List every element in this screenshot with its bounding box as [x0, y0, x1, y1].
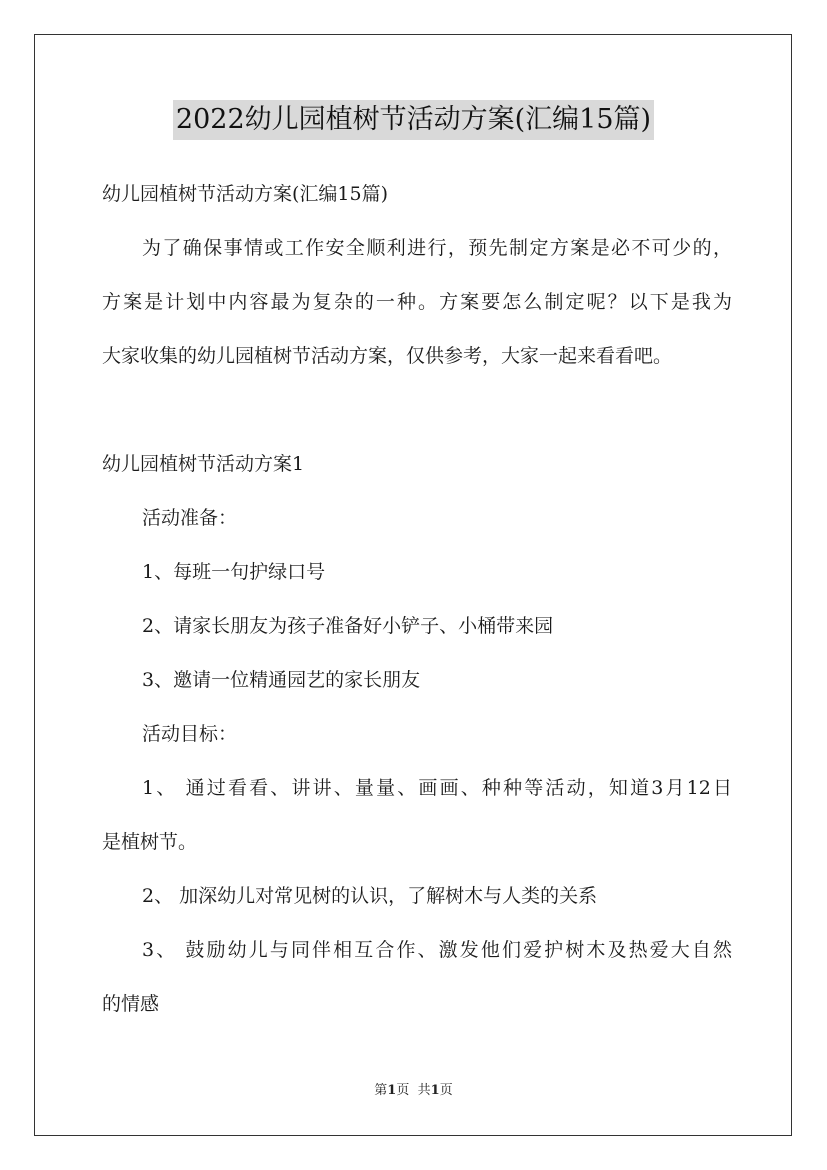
intro-line-3: 大家收集的幼儿园植树节活动方案，仅供参考，大家一起来看看吧。: [102, 345, 673, 367]
document-subtitle: 幼儿园植树节活动方案(汇编15篇): [102, 183, 389, 205]
intro-line-2: 方案是计划中内容最为复杂的一种。方案要怎么制定呢？以下是我为: [102, 291, 732, 313]
goals-heading: 活动目标：: [142, 723, 238, 745]
prep-item-1: 1、每班一句护绿口号: [142, 561, 326, 583]
goal-1-line-1: 1、 通过看看、讲讲、量量、画画、种种等活动，知道3月12日: [142, 777, 732, 799]
title-container: [0, 100, 827, 140]
intro-line-1: 为了确保事情或工作安全顺利进行，预先制定方案是必不可少的，: [142, 237, 732, 259]
goal-3-line-2: 的情感: [102, 993, 160, 1015]
footer-page-prefix: 第: [374, 1083, 388, 1098]
prep-item-3: 3、邀请一位精通园艺的家长朋友: [142, 669, 421, 691]
section-heading: 幼儿园植树节活动方案1: [102, 453, 305, 475]
footer-total-prefix: 共: [417, 1083, 431, 1098]
prep-item-2: 2、请家长朋友为孩子准备好小铲子、小桶带来园: [142, 615, 554, 637]
document-title: 2022幼儿园植树节活动方案(汇编15篇): [173, 100, 654, 140]
prep-heading: 活动准备：: [142, 507, 238, 529]
goal-2: 2、 加深幼儿对常见树的认识，了解树木与人类的关系: [142, 885, 598, 907]
footer-page-total: 1: [430, 1083, 440, 1098]
page-footer: [0, 1082, 827, 1100]
goal-3-line-1: 3、 鼓励幼儿与同伴相互合作、激发他们爱护树木及热爱大自然: [142, 939, 732, 961]
footer-total-suffix: 页: [439, 1083, 453, 1098]
goal-1-line-2: 是植树节。: [102, 831, 198, 853]
footer-page-suffix: 页: [396, 1083, 410, 1098]
footer-page-current: 1: [387, 1083, 397, 1098]
